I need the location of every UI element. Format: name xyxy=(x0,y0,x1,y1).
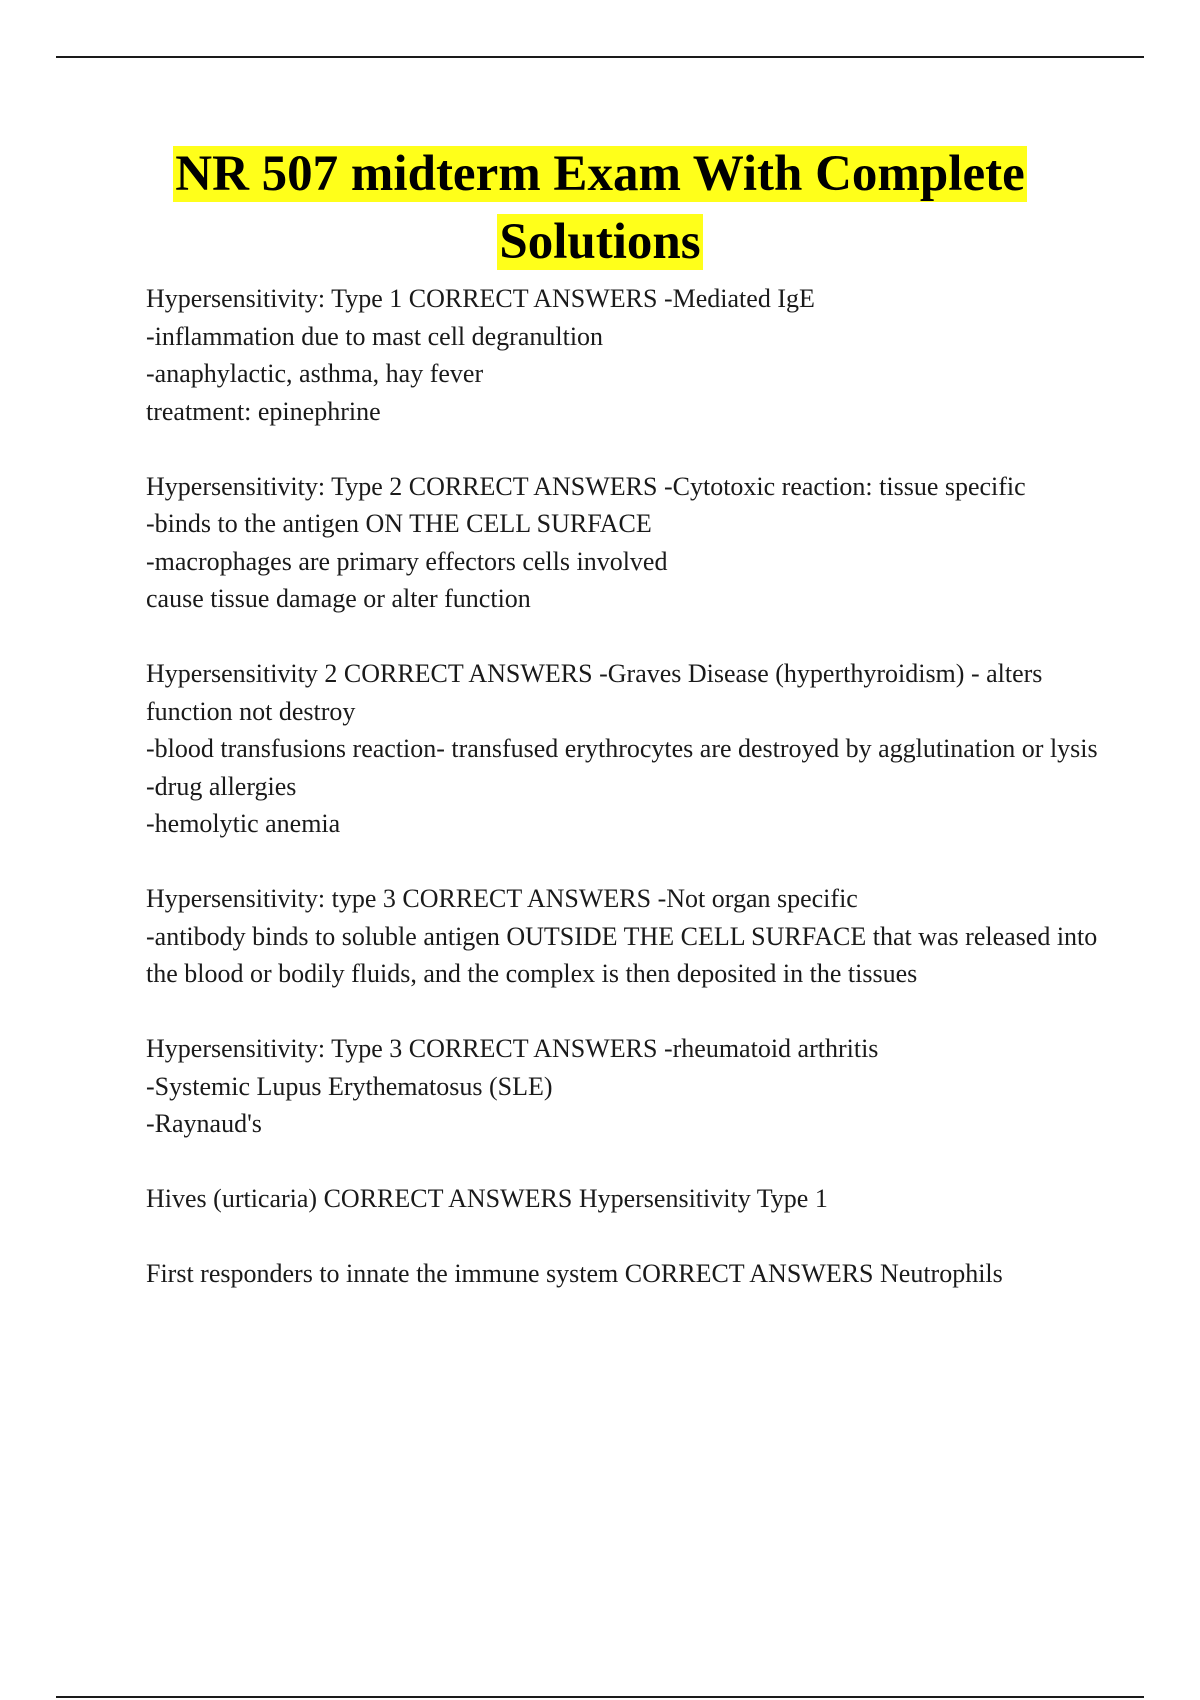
entry-line: -binds to the antigen ON THE CELL SURFACE xyxy=(146,509,652,538)
entry-line: -hemolytic anemia xyxy=(146,809,341,838)
entry-line: Hypersensitivity: type 3 CORRECT ANSWERS -Not organ specific xyxy=(146,884,858,913)
entry-line: cause tissue damage or alter function xyxy=(146,584,531,613)
title-highlight-2: Solutions xyxy=(499,214,701,270)
entry-line: -anaphylactic, asthma, hay fever xyxy=(146,359,484,388)
qa-entry xyxy=(146,1255,1106,1293)
qa-entry xyxy=(146,655,1106,843)
entry-line: treatment: epinephrine xyxy=(146,396,381,426)
bottom-divider xyxy=(56,1696,1144,1698)
entry-line: First responders to innate the immune system CORRECT ANSWERS Neutrophils xyxy=(146,1259,1003,1288)
top-divider xyxy=(56,56,1144,58)
qa-entry xyxy=(146,468,1106,618)
document-title xyxy=(60,140,1140,276)
entry-line: Hypersensitivity: Type 1 CORRECT ANSWERS -Mediated IgE xyxy=(146,284,815,313)
document-body xyxy=(146,280,1106,1330)
entry-line: -Systemic Lupus Erythematosus (SLE) xyxy=(146,1071,553,1101)
title-highlight-1: NR 507 midterm Exam With Complete xyxy=(175,146,1025,202)
qa-entry xyxy=(146,280,1106,430)
qa-entry xyxy=(146,1030,1106,1143)
entry-line: -blood transfusions reaction- transfused erythrocytes are destroyed by agglutination or lysis xyxy=(146,734,1098,763)
entry-line: Hypersensitivity 2 CORRECT ANSWERS -Graves Disease (hyperthyroidism) - alters function not destroy xyxy=(146,659,1043,726)
entry-line: -Raynaud's xyxy=(146,1109,262,1138)
title-line-2 xyxy=(60,208,1140,276)
title-line-1 xyxy=(60,140,1140,208)
entry-line: Hypersensitivity: Type 3 CORRECT ANSWERS -rheumatoid arthritis xyxy=(146,1034,879,1063)
qa-entry xyxy=(146,880,1106,993)
entry-line: Hypersensitivity: Type 2 CORRECT ANSWERS -Cytotoxic reaction: tissue specific xyxy=(146,471,1026,501)
entry-line: -macrophages are primary effectors cells involved xyxy=(146,546,668,576)
entry-line: -drug allergies xyxy=(146,771,297,801)
entry-line: Hives (urticaria) CORRECT ANSWERS Hypersensitivity Type 1 xyxy=(146,1184,828,1213)
entry-line: -inflammation due to mast cell degranultion xyxy=(146,321,604,351)
qa-entry xyxy=(146,1180,1106,1218)
entry-line: -antibody binds to soluble antigen OUTSIDE THE CELL SURFACE that was released into the blood or bodily fluids, and the complex is then deposited in the tissues xyxy=(146,921,1098,988)
